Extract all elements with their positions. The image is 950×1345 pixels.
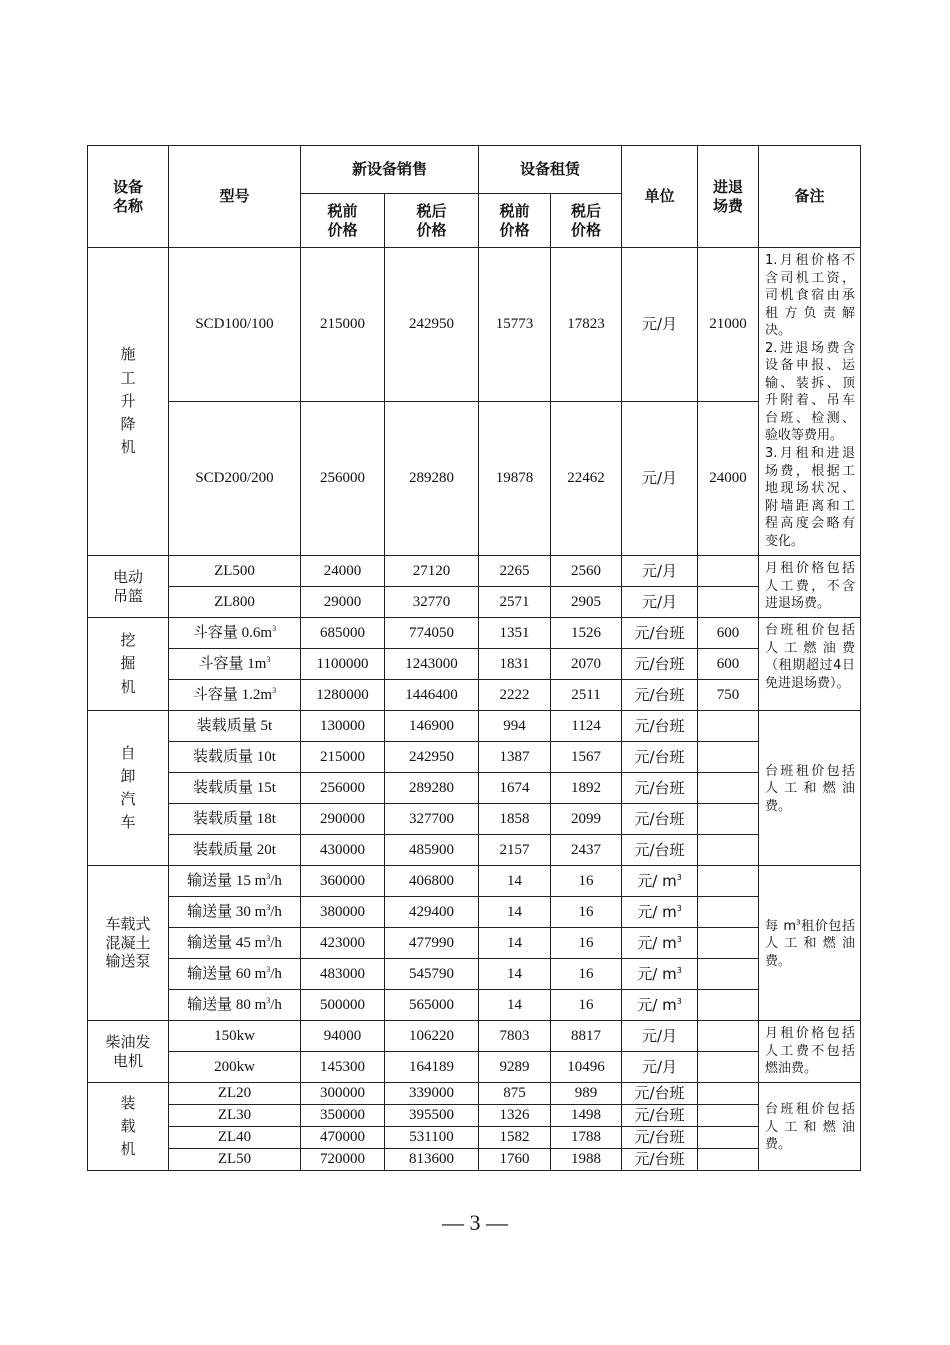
unit-cell: 元/台班	[622, 804, 698, 835]
table-row	[88, 990, 861, 1021]
header-rent-pre-tax: 税前价格	[479, 194, 551, 248]
table-row	[88, 402, 861, 556]
sale-pre-tax-cell: 256000	[301, 402, 385, 556]
fee-cell	[698, 835, 759, 866]
unit-cell: 元/ $m^3$	[622, 928, 698, 959]
rent-post-tax-cell: 16	[551, 866, 622, 897]
rent-post-tax-cell: 1788	[551, 1127, 622, 1149]
table-row	[88, 866, 861, 897]
sale-pre-tax-cell: 720000	[301, 1149, 385, 1171]
header-equipment-name: 设备名称	[88, 146, 169, 248]
rent-post-tax-cell: 10496	[551, 1052, 622, 1083]
sale-pre-tax-cell: 215000	[301, 742, 385, 773]
sale-pre-tax-cell: 470000	[301, 1127, 385, 1149]
rent-pre-tax-cell: 1582	[479, 1127, 551, 1149]
model-cell: 装载质量 18t	[169, 804, 301, 835]
fee-cell	[698, 773, 759, 804]
rent-pre-tax-cell: 2222	[479, 680, 551, 711]
fee-cell: 600	[698, 649, 759, 680]
remark-cell: 台班租价包括人工燃油费（租期超过4日免进退场费）。	[759, 618, 861, 711]
remark-line: 2.进退场费含设备申报、运输、装拆、顶升附着、吊车台班、检测、验收等费用。	[765, 340, 856, 444]
table-row	[88, 742, 861, 773]
rent-pre-tax-cell: 15773	[479, 248, 551, 402]
remark-cell: 台班租价包括人工和燃油费。	[759, 711, 861, 866]
rent-post-tax-cell: 16	[551, 897, 622, 928]
sale-post-tax-cell: 32770	[385, 587, 479, 618]
sale-post-tax-cell: 531100	[385, 1127, 479, 1149]
fee-cell	[698, 1083, 759, 1105]
sale-post-tax-cell: 339000	[385, 1083, 479, 1105]
table-row	[88, 928, 861, 959]
remark-line: 1.月租价格不含司机工资，司机食宿由承租方负责解决。	[765, 253, 856, 339]
fee-cell	[698, 1149, 759, 1171]
sale-pre-tax-cell: 24000	[301, 556, 385, 587]
sale-pre-tax-cell: 685000	[301, 618, 385, 649]
model-cell: 输送量 30 $m^3/h$	[169, 897, 301, 928]
rent-post-tax-cell: 1124	[551, 711, 622, 742]
rent-post-tax-cell: 22462	[551, 402, 622, 556]
sale-pre-tax-cell: 350000	[301, 1105, 385, 1127]
model-cell: 斗容量 $1.2m^3$	[169, 680, 301, 711]
header-new-sales: 新设备销售	[301, 146, 479, 194]
fee-cell	[698, 1127, 759, 1149]
sale-post-tax-cell: 1446400	[385, 680, 479, 711]
sale-post-tax-cell: 429400	[385, 897, 479, 928]
header-sale-post-tax: 税后价格	[385, 194, 479, 248]
rent-post-tax-cell: 2905	[551, 587, 622, 618]
model-cell: 装载质量 5t	[169, 711, 301, 742]
sale-pre-tax-cell: 94000	[301, 1021, 385, 1052]
sale-pre-tax-cell: 430000	[301, 835, 385, 866]
rent-pre-tax-cell: 14	[479, 990, 551, 1021]
unit-cell: 元/月	[622, 1052, 698, 1083]
unit-cell: 元/台班	[622, 1105, 698, 1127]
unit-cell: 元/ $m^3$	[622, 866, 698, 897]
rent-pre-tax-cell: 1858	[479, 804, 551, 835]
rent-pre-tax-cell: 2571	[479, 587, 551, 618]
fee-cell	[698, 1021, 759, 1052]
rent-pre-tax-cell: 1387	[479, 742, 551, 773]
rent-post-tax-cell: 16	[551, 928, 622, 959]
rent-pre-tax-cell: 1351	[479, 618, 551, 649]
unit-cell: 元/月	[622, 1021, 698, 1052]
sale-pre-tax-cell: 29000	[301, 587, 385, 618]
sale-post-tax-cell: 242950	[385, 742, 479, 773]
sale-pre-tax-cell: 215000	[301, 248, 385, 402]
sale-pre-tax-cell: 423000	[301, 928, 385, 959]
table-row	[88, 804, 861, 835]
fee-cell	[698, 804, 759, 835]
equipment-price-table	[87, 145, 861, 1171]
fee-cell: 600	[698, 618, 759, 649]
table-row	[88, 1149, 861, 1171]
fee-cell	[698, 1052, 759, 1083]
table-row	[88, 1083, 861, 1105]
rent-post-tax-cell: 1892	[551, 773, 622, 804]
unit-cell: 元/台班	[622, 649, 698, 680]
remark-line: 3.月租和进退场费，根据工地现场状况、附墙距离和工程高度会略有变化。	[765, 446, 856, 549]
rent-post-tax-cell: 17823	[551, 248, 622, 402]
unit-cell: 元/月	[622, 248, 698, 402]
model-cell: ZL20	[169, 1083, 301, 1105]
table-row	[88, 711, 861, 742]
table-row	[88, 1052, 861, 1083]
header-sale-pre-tax: 税前价格	[301, 194, 385, 248]
model-cell: SCD200/200	[169, 402, 301, 556]
rent-pre-tax-cell: 14	[479, 897, 551, 928]
rent-pre-tax-cell: 14	[479, 959, 551, 990]
rent-pre-tax-cell: 875	[479, 1083, 551, 1105]
header-rental: 设备租赁	[479, 146, 622, 194]
rent-pre-tax-cell: 14	[479, 866, 551, 897]
header-entry-exit-fee: 进退场费	[698, 146, 759, 248]
group-name: 挖掘机	[88, 618, 169, 711]
remark-cell: 月租价格包括人工费，不含进退场费。	[759, 556, 861, 618]
sale-pre-tax-cell: 290000	[301, 804, 385, 835]
sale-pre-tax-cell: 300000	[301, 1083, 385, 1105]
model-cell: 150kw	[169, 1021, 301, 1052]
table-row	[88, 248, 861, 402]
fee-cell	[698, 587, 759, 618]
table-row	[88, 680, 861, 711]
model-cell: ZL50	[169, 1149, 301, 1171]
fee-cell: 24000	[698, 402, 759, 556]
sale-post-tax-cell: 164189	[385, 1052, 479, 1083]
rent-pre-tax-cell: 1831	[479, 649, 551, 680]
rent-post-tax-cell: 989	[551, 1083, 622, 1105]
model-cell: 装载质量 15t	[169, 773, 301, 804]
model-cell: 200kw	[169, 1052, 301, 1083]
rent-pre-tax-cell: 1760	[479, 1149, 551, 1171]
rent-pre-tax-cell: 1326	[479, 1105, 551, 1127]
model-cell: 输送量 45 $m^3/h$	[169, 928, 301, 959]
fee-cell: 21000	[698, 248, 759, 402]
fee-cell	[698, 742, 759, 773]
rent-post-tax-cell: 1498	[551, 1105, 622, 1127]
remark-cell: 台班租价包括人工和燃油费。	[759, 1083, 861, 1171]
remark-cell	[759, 248, 861, 556]
rent-post-tax-cell: 2070	[551, 649, 622, 680]
model-cell: ZL40	[169, 1127, 301, 1149]
header-unit: 单位	[622, 146, 698, 248]
sale-post-tax-cell: 146900	[385, 711, 479, 742]
sale-pre-tax-cell: 145300	[301, 1052, 385, 1083]
model-cell: SCD100/100	[169, 248, 301, 402]
rent-post-tax-cell: 8817	[551, 1021, 622, 1052]
table-row	[88, 1105, 861, 1127]
header-remarks: 备注	[759, 146, 861, 248]
unit-cell: 元/台班	[622, 1127, 698, 1149]
model-cell: ZL500	[169, 556, 301, 587]
model-cell: 输送量 15 $m^3/h$	[169, 866, 301, 897]
unit-cell: 元/台班	[622, 618, 698, 649]
rent-pre-tax-cell: 2265	[479, 556, 551, 587]
rent-pre-tax-cell: 7803	[479, 1021, 551, 1052]
sale-post-tax-cell: 395500	[385, 1105, 479, 1127]
model-cell: 装载质量 10t	[169, 742, 301, 773]
sale-pre-tax-cell: 1280000	[301, 680, 385, 711]
sale-pre-tax-cell: 483000	[301, 959, 385, 990]
unit-cell: 元/ $m^3$	[622, 990, 698, 1021]
sale-post-tax-cell: 565000	[385, 990, 479, 1021]
unit-cell: 元/ $m^3$	[622, 897, 698, 928]
rent-pre-tax-cell: 1674	[479, 773, 551, 804]
header-model: 型号	[169, 146, 301, 248]
table-row	[88, 773, 861, 804]
sale-post-tax-cell: 477990	[385, 928, 479, 959]
model-cell: ZL30	[169, 1105, 301, 1127]
table-header	[88, 146, 861, 248]
unit-cell: 元/台班	[622, 773, 698, 804]
rent-pre-tax-cell: 14	[479, 928, 551, 959]
table-row	[88, 587, 861, 618]
sale-post-tax-cell: 1243000	[385, 649, 479, 680]
table-row	[88, 649, 861, 680]
sale-post-tax-cell: 327700	[385, 804, 479, 835]
unit-cell: 元/月	[622, 402, 698, 556]
table-row	[88, 835, 861, 866]
group-name: 自卸汽车	[88, 711, 169, 866]
rent-post-tax-cell: 2560	[551, 556, 622, 587]
unit-cell: 元/台班	[622, 1083, 698, 1105]
sale-post-tax-cell: 27120	[385, 556, 479, 587]
fee-cell: 750	[698, 680, 759, 711]
model-cell: 斗容量 $1m^3$	[169, 649, 301, 680]
remark-cell: 每 $m^3$租价包括人工和燃油费。	[759, 866, 861, 1021]
group-name: 电动吊篮	[88, 556, 169, 618]
sale-post-tax-cell: 406800	[385, 866, 479, 897]
fee-cell	[698, 990, 759, 1021]
model-cell: ZL800	[169, 587, 301, 618]
rent-post-tax-cell: 16	[551, 959, 622, 990]
rent-post-tax-cell: 2511	[551, 680, 622, 711]
fee-cell	[698, 556, 759, 587]
header-rent-post-tax: 税后价格	[551, 194, 622, 248]
sale-post-tax-cell: 289280	[385, 773, 479, 804]
rent-post-tax-cell: 1567	[551, 742, 622, 773]
model-cell: 输送量 60 $m^3/h$	[169, 959, 301, 990]
sale-post-tax-cell: 289280	[385, 402, 479, 556]
remark-cell: 月租价格包括人工费不包括燃油费。	[759, 1021, 861, 1083]
sale-post-tax-cell: 485900	[385, 835, 479, 866]
rent-post-tax-cell: 1526	[551, 618, 622, 649]
unit-cell: 元/台班	[622, 835, 698, 866]
table-row	[88, 556, 861, 587]
rent-pre-tax-cell: 994	[479, 711, 551, 742]
model-cell: 输送量 80 $m^3/h$	[169, 990, 301, 1021]
group-name: 车载式混凝土输送泵	[88, 866, 169, 1021]
sale-post-tax-cell: 545790	[385, 959, 479, 990]
sale-pre-tax-cell: 380000	[301, 897, 385, 928]
sale-pre-tax-cell: 130000	[301, 711, 385, 742]
sale-pre-tax-cell: 1100000	[301, 649, 385, 680]
table-row	[88, 1021, 861, 1052]
rent-post-tax-cell: 2099	[551, 804, 622, 835]
rent-pre-tax-cell: 19878	[479, 402, 551, 556]
sale-post-tax-cell: 813600	[385, 1149, 479, 1171]
table-row	[88, 959, 861, 990]
fee-cell	[698, 711, 759, 742]
unit-cell: 元/月	[622, 587, 698, 618]
model-cell: 装载质量 20t	[169, 835, 301, 866]
table-row	[88, 897, 861, 928]
sale-pre-tax-cell: 360000	[301, 866, 385, 897]
rent-pre-tax-cell: 9289	[479, 1052, 551, 1083]
rent-post-tax-cell: 2437	[551, 835, 622, 866]
sale-pre-tax-cell: 256000	[301, 773, 385, 804]
unit-cell: 元/台班	[622, 742, 698, 773]
rent-pre-tax-cell: 2157	[479, 835, 551, 866]
unit-cell: 元/台班	[622, 711, 698, 742]
fee-cell	[698, 897, 759, 928]
group-name: 装载机	[88, 1083, 169, 1171]
sale-post-tax-cell: 242950	[385, 248, 479, 402]
sale-pre-tax-cell: 500000	[301, 990, 385, 1021]
table-row	[88, 1127, 861, 1149]
group-name: 施工升降机	[88, 248, 169, 556]
unit-cell: 元/ $m^3$	[622, 959, 698, 990]
page-number: — 3 —	[442, 1210, 508, 1235]
model-cell: 斗容量 $0.6m^3$	[169, 618, 301, 649]
table-row	[88, 618, 861, 649]
sale-post-tax-cell: 106220	[385, 1021, 479, 1052]
rent-post-tax-cell: 1988	[551, 1149, 622, 1171]
unit-cell: 元/月	[622, 556, 698, 587]
fee-cell	[698, 928, 759, 959]
fee-cell	[698, 959, 759, 990]
fee-cell	[698, 1105, 759, 1127]
fee-cell	[698, 866, 759, 897]
unit-cell: 元/台班	[622, 1149, 698, 1171]
rent-post-tax-cell: 16	[551, 990, 622, 1021]
unit-cell: 元/台班	[622, 680, 698, 711]
group-name: 柴油发电机	[88, 1021, 169, 1083]
sale-post-tax-cell: 774050	[385, 618, 479, 649]
